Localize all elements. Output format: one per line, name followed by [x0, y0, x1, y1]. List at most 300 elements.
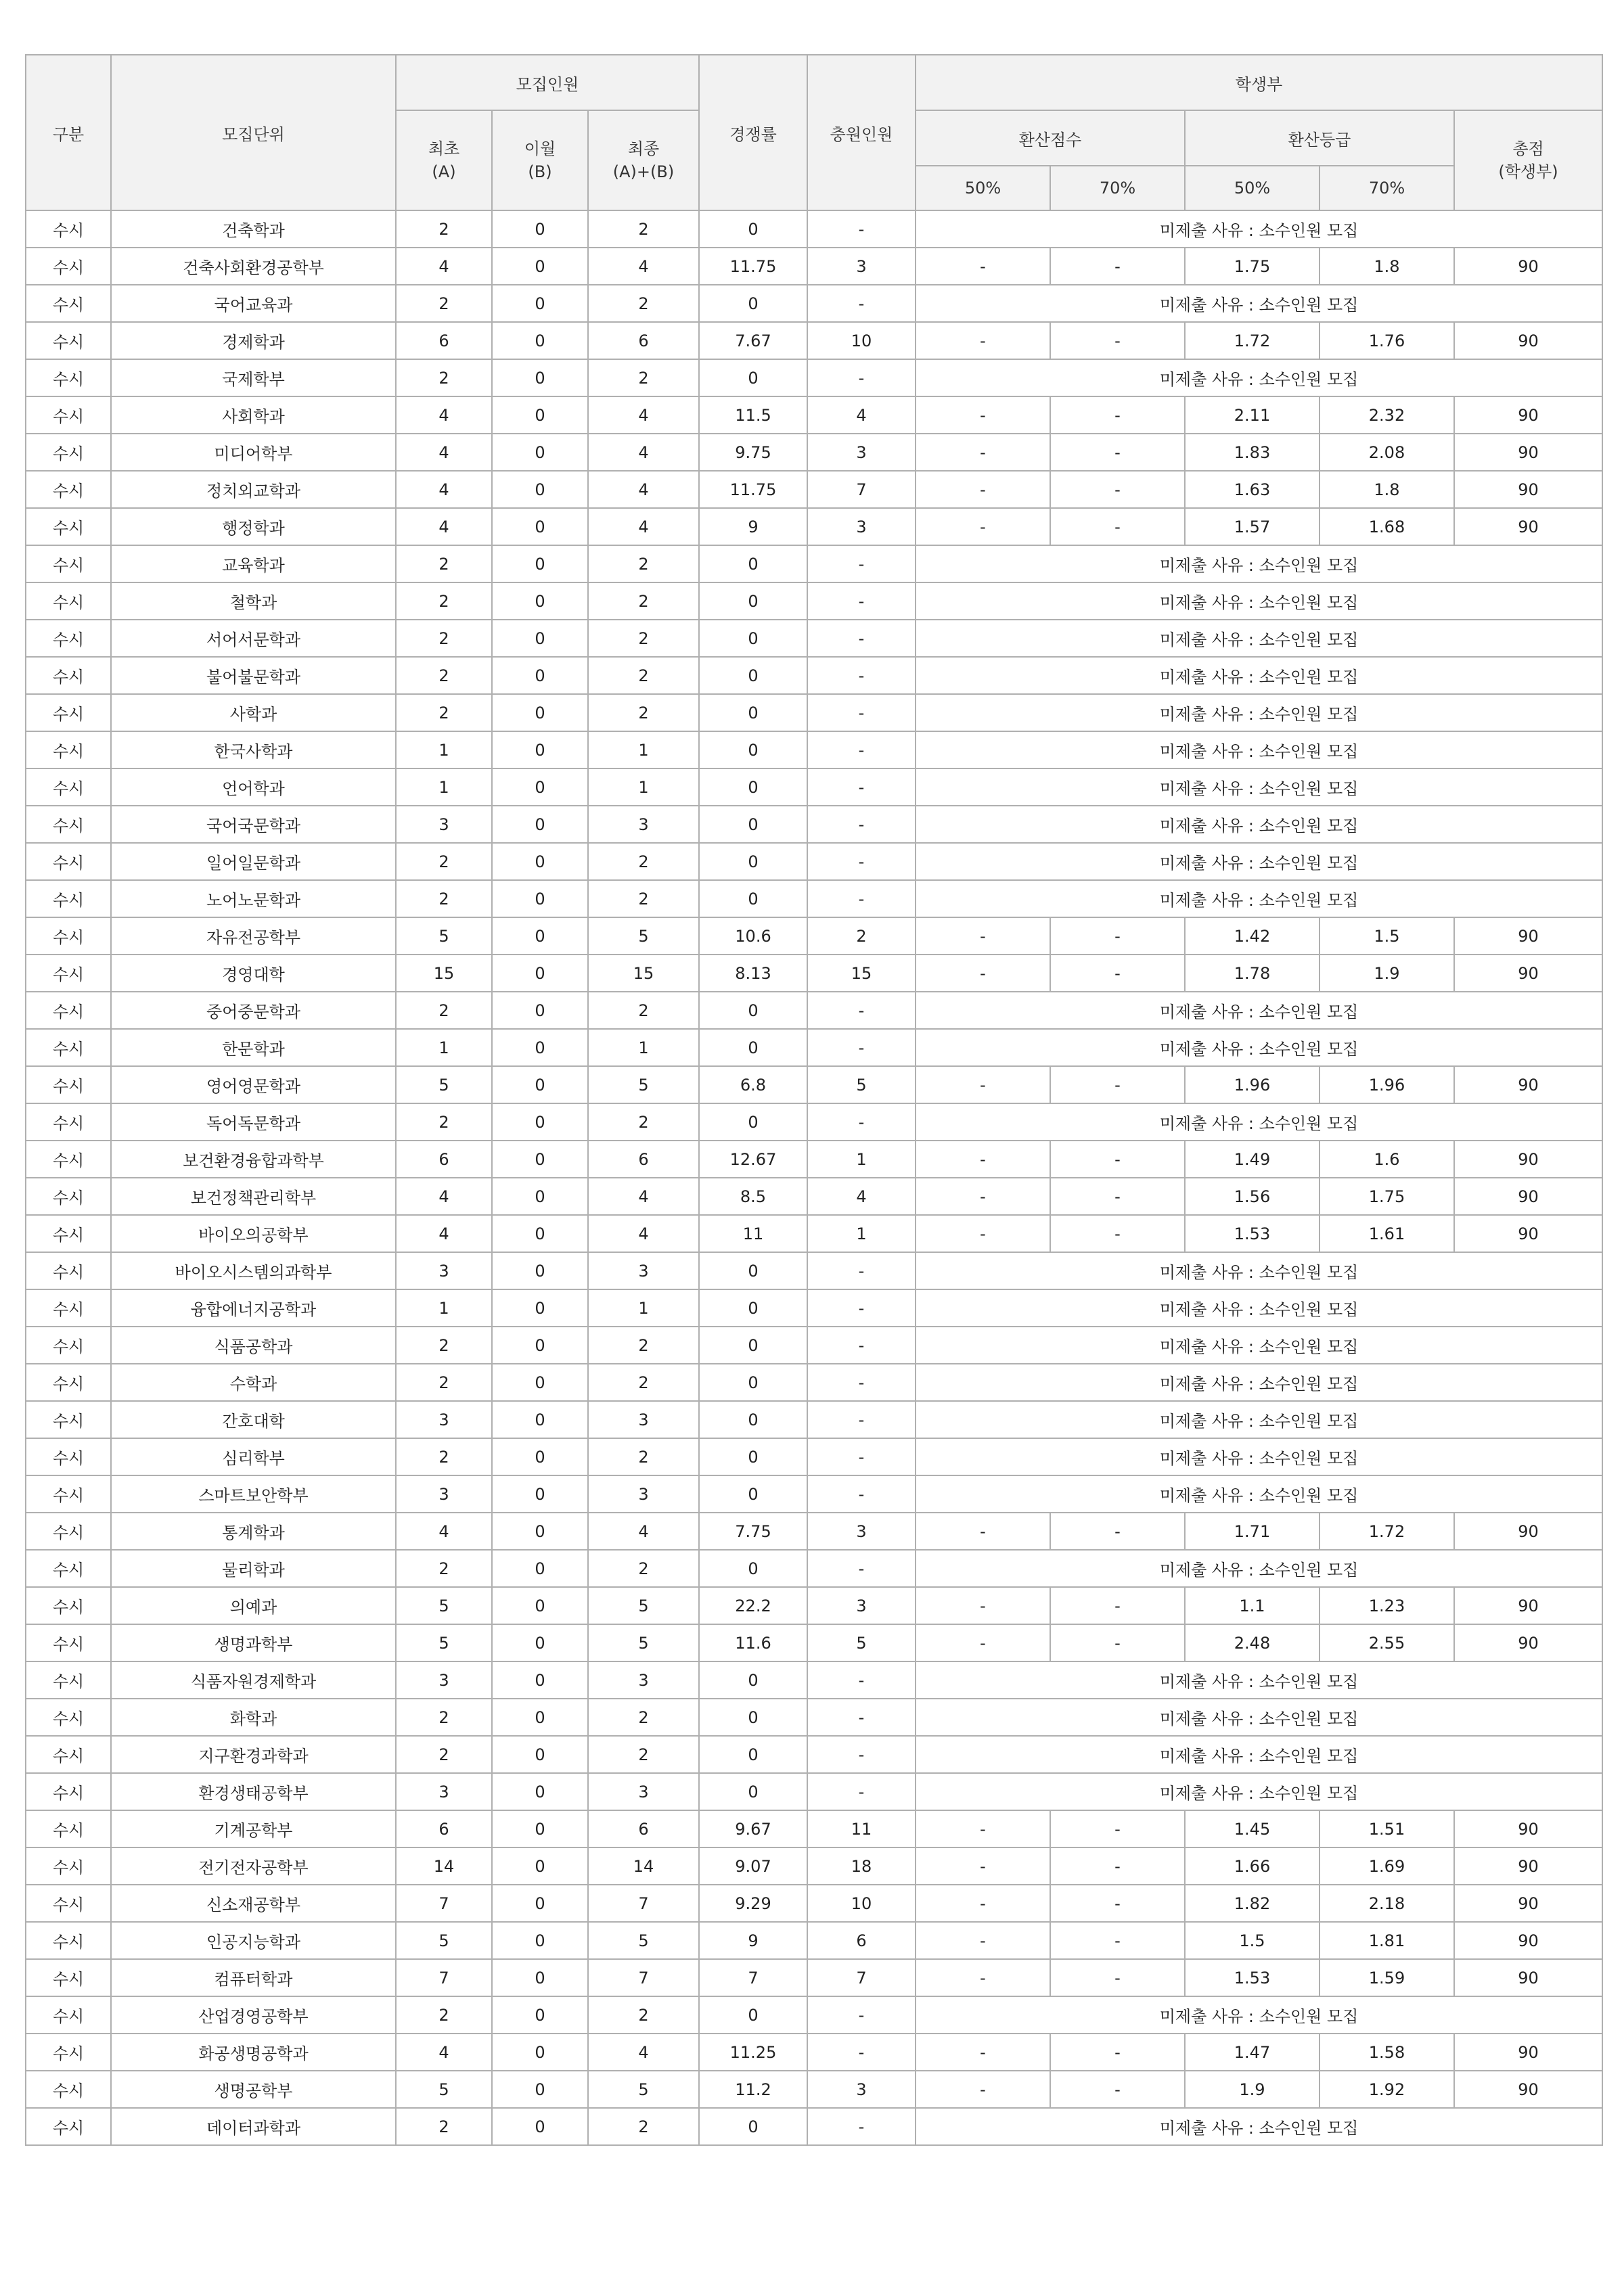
cell-unit: 화공생명공학과: [111, 2034, 396, 2071]
cell-category: 수시: [26, 1215, 111, 1252]
cell-grade-70: 1.72: [1320, 1513, 1454, 1550]
cell-score-70: -: [1050, 1066, 1185, 1103]
cell-additional: -: [807, 1475, 916, 1513]
header-carryover: [492, 110, 588, 210]
table-row: [26, 545, 1602, 582]
cell-carryover: 0: [492, 359, 588, 396]
cell-note: 미제출 사유 : 소수인원 모집: [916, 1364, 1602, 1401]
cell-final: 3: [588, 1252, 699, 1289]
cell-total: 90: [1454, 2071, 1602, 2108]
cell-unit: 컴퓨터학과: [111, 1959, 396, 1996]
cell-additional: -: [807, 1029, 916, 1066]
cell-category: 수시: [26, 1103, 111, 1141]
cell-final: 3: [588, 1401, 699, 1438]
cell-additional: 11: [807, 1810, 916, 1847]
cell-note: 미제출 사유 : 소수인원 모집: [916, 1550, 1602, 1587]
table-row: [26, 620, 1602, 657]
cell-total: 90: [1454, 434, 1602, 471]
cell-carryover: 0: [492, 1029, 588, 1066]
cell-unit: 생명공학부: [111, 2071, 396, 2108]
cell-category: 수시: [26, 1699, 111, 1736]
cell-competition: 0: [699, 1550, 807, 1587]
cell-competition: 0: [699, 359, 807, 396]
cell-category: 수시: [26, 1513, 111, 1550]
cell-competition: 0: [699, 657, 807, 694]
cell-category: 수시: [26, 2108, 111, 2145]
cell-initial: 7: [396, 1885, 492, 1922]
cell-unit: 국어국문학과: [111, 806, 396, 843]
header-final-code: (A)+(B): [612, 162, 675, 181]
cell-grade-70: 1.81: [1320, 1922, 1454, 1959]
cell-total: 90: [1454, 2034, 1602, 2071]
header-conv-grade: 환산등급: [1185, 110, 1454, 166]
cell-final: 7: [588, 1885, 699, 1922]
cell-additional: -: [807, 880, 916, 917]
cell-unit: 일어일문학과: [111, 843, 396, 880]
cell-category: 수시: [26, 1438, 111, 1475]
cell-score-50: -: [916, 1959, 1050, 1996]
table-row: [26, 396, 1602, 434]
cell-additional: -: [807, 1289, 916, 1327]
table-row: [26, 2034, 1602, 2071]
cell-unit: 신소재공학부: [111, 1885, 396, 1922]
cell-additional: -: [807, 1252, 916, 1289]
cell-initial: 1: [396, 1289, 492, 1327]
table-row: [26, 1885, 1602, 1922]
cell-initial: 2: [396, 545, 492, 582]
table-header: [26, 55, 1602, 210]
cell-category: 수시: [26, 620, 111, 657]
cell-unit: 보건환경융합과학부: [111, 1141, 396, 1178]
cell-carryover: 0: [492, 508, 588, 545]
cell-final: 1: [588, 731, 699, 768]
cell-initial: 3: [396, 1475, 492, 1513]
cell-additional: -: [807, 731, 916, 768]
header-competition: 경쟁률: [699, 55, 807, 210]
cell-initial: 2: [396, 1699, 492, 1736]
header-grade-50: 50%: [1185, 166, 1320, 210]
cell-initial: 2: [396, 1550, 492, 1587]
cell-final: 2: [588, 992, 699, 1029]
cell-additional: -: [807, 285, 916, 322]
table-row: [26, 359, 1602, 396]
cell-total: 90: [1454, 248, 1602, 285]
cell-unit: 바이오의공학부: [111, 1215, 396, 1252]
cell-note: 미제출 사유 : 소수인원 모집: [916, 694, 1602, 731]
cell-initial: 6: [396, 1810, 492, 1847]
cell-carryover: 0: [492, 1699, 588, 1736]
cell-final: 4: [588, 471, 699, 508]
cell-carryover: 0: [492, 1624, 588, 1661]
cell-grade-70: 1.92: [1320, 2071, 1454, 2108]
cell-note: 미제출 사유 : 소수인원 모집: [916, 1401, 1602, 1438]
header-total: [1454, 110, 1602, 210]
header-record: 학생부: [916, 55, 1602, 110]
cell-competition: 0: [699, 1029, 807, 1066]
cell-grade-50: 1.42: [1185, 917, 1320, 955]
cell-carryover: 0: [492, 657, 588, 694]
cell-additional: 3: [807, 434, 916, 471]
cell-competition: 9.07: [699, 1847, 807, 1885]
cell-unit: 생명과학부: [111, 1624, 396, 1661]
table-row: [26, 1178, 1602, 1215]
cell-grade-50: 2.11: [1185, 396, 1320, 434]
cell-initial: 3: [396, 1401, 492, 1438]
cell-score-50: -: [916, 1066, 1050, 1103]
cell-carryover: 0: [492, 843, 588, 880]
cell-additional: 3: [807, 2071, 916, 2108]
cell-carryover: 0: [492, 322, 588, 359]
header-conv-score: 환산점수: [916, 110, 1185, 166]
cell-note: 미제출 사유 : 소수인원 모집: [916, 843, 1602, 880]
cell-category: 수시: [26, 508, 111, 545]
header-final: [588, 110, 699, 210]
cell-score-50: -: [916, 1885, 1050, 1922]
cell-initial: 2: [396, 1364, 492, 1401]
cell-score-70: -: [1050, 1587, 1185, 1624]
cell-unit: 국어교육과: [111, 285, 396, 322]
cell-additional: -: [807, 1364, 916, 1401]
cell-additional: -: [807, 2034, 916, 2071]
cell-category: 수시: [26, 880, 111, 917]
cell-total: 90: [1454, 1141, 1602, 1178]
table-row: [26, 1215, 1602, 1252]
cell-note: 미제출 사유 : 소수인원 모집: [916, 545, 1602, 582]
table-row: [26, 1624, 1602, 1661]
cell-unit: 스마트보안학부: [111, 1475, 396, 1513]
cell-note: 미제출 사유 : 소수인원 모집: [916, 992, 1602, 1029]
cell-note: 미제출 사유 : 소수인원 모집: [916, 582, 1602, 620]
cell-carryover: 0: [492, 768, 588, 806]
cell-carryover: 0: [492, 1475, 588, 1513]
cell-note: 미제출 사유 : 소수인원 모집: [916, 1289, 1602, 1327]
cell-score-50: -: [916, 471, 1050, 508]
cell-grade-70: 1.68: [1320, 508, 1454, 545]
table-row: [26, 1959, 1602, 1996]
cell-carryover: 0: [492, 1103, 588, 1141]
cell-initial: 5: [396, 1066, 492, 1103]
table-row: [26, 1661, 1602, 1699]
cell-category: 수시: [26, 1289, 111, 1327]
cell-competition: 0: [699, 1327, 807, 1364]
table-row: [26, 2108, 1602, 2145]
cell-final: 2: [588, 1550, 699, 1587]
cell-final: 2: [588, 1103, 699, 1141]
cell-carryover: 0: [492, 1289, 588, 1327]
cell-carryover: 0: [492, 917, 588, 955]
admissions-table: [25, 54, 1603, 2146]
cell-unit: 식품공학과: [111, 1327, 396, 1364]
table-row: [26, 657, 1602, 694]
cell-additional: -: [807, 1401, 916, 1438]
cell-final: 2: [588, 2108, 699, 2145]
cell-category: 수시: [26, 2071, 111, 2108]
cell-final: 2: [588, 1364, 699, 1401]
cell-category: 수시: [26, 768, 111, 806]
table-row: [26, 471, 1602, 508]
cell-carryover: 0: [492, 1996, 588, 2034]
cell-competition: 0: [699, 880, 807, 917]
cell-competition: 7: [699, 1959, 807, 1996]
table-row: [26, 248, 1602, 285]
cell-grade-50: 1.83: [1185, 434, 1320, 471]
cell-score-70: -: [1050, 1810, 1185, 1847]
cell-additional: 3: [807, 1587, 916, 1624]
cell-competition: 7.67: [699, 322, 807, 359]
cell-total: 90: [1454, 1215, 1602, 1252]
table-row: [26, 1847, 1602, 1885]
cell-initial: 2: [396, 1736, 492, 1773]
cell-carryover: 0: [492, 1438, 588, 1475]
cell-competition: 12.67: [699, 1141, 807, 1178]
cell-grade-70: 2.32: [1320, 396, 1454, 434]
cell-additional: 10: [807, 322, 916, 359]
cell-note: 미제출 사유 : 소수인원 모집: [916, 1699, 1602, 1736]
cell-additional: 1: [807, 1215, 916, 1252]
cell-initial: 4: [396, 2034, 492, 2071]
cell-carryover: 0: [492, 1141, 588, 1178]
cell-carryover: 0: [492, 1215, 588, 1252]
cell-note: 미제출 사유 : 소수인원 모집: [916, 731, 1602, 768]
header-carryover-code: (B): [528, 162, 552, 181]
cell-unit: 정치외교학과: [111, 471, 396, 508]
cell-unit: 간호대학: [111, 1401, 396, 1438]
cell-final: 5: [588, 1587, 699, 1624]
cell-additional: 15: [807, 955, 916, 992]
cell-carryover: 0: [492, 731, 588, 768]
cell-total: 90: [1454, 1624, 1602, 1661]
cell-score-50: -: [916, 396, 1050, 434]
cell-initial: 6: [396, 322, 492, 359]
cell-grade-70: 1.75: [1320, 1178, 1454, 1215]
cell-additional: -: [807, 806, 916, 843]
cell-additional: -: [807, 657, 916, 694]
cell-carryover: 0: [492, 396, 588, 434]
cell-final: 5: [588, 1922, 699, 1959]
cell-initial: 4: [396, 434, 492, 471]
cell-grade-70: 2.55: [1320, 1624, 1454, 1661]
cell-final: 6: [588, 1141, 699, 1178]
cell-additional: -: [807, 1661, 916, 1699]
cell-carryover: 0: [492, 1959, 588, 1996]
table-row: [26, 1252, 1602, 1289]
table-row: [26, 1401, 1602, 1438]
header-score-50: 50%: [916, 166, 1050, 210]
cell-final: 1: [588, 768, 699, 806]
cell-additional: -: [807, 1736, 916, 1773]
cell-additional: -: [807, 359, 916, 396]
cell-unit: 식품자원경제학과: [111, 1661, 396, 1699]
cell-final: 2: [588, 1438, 699, 1475]
cell-score-50: -: [916, 1624, 1050, 1661]
header-score-70: 70%: [1050, 166, 1185, 210]
cell-competition: 0: [699, 1475, 807, 1513]
cell-category: 수시: [26, 1475, 111, 1513]
cell-note: 미제출 사유 : 소수인원 모집: [916, 1327, 1602, 1364]
cell-total: 90: [1454, 955, 1602, 992]
cell-additional: 4: [807, 1178, 916, 1215]
cell-carryover: 0: [492, 285, 588, 322]
cell-final: 14: [588, 1847, 699, 1885]
cell-grade-50: 1.45: [1185, 1810, 1320, 1847]
cell-category: 수시: [26, 1178, 111, 1215]
cell-additional: -: [807, 620, 916, 657]
cell-grade-50: 1.53: [1185, 1959, 1320, 1996]
cell-category: 수시: [26, 1029, 111, 1066]
cell-category: 수시: [26, 806, 111, 843]
cell-final: 3: [588, 806, 699, 843]
cell-carryover: 0: [492, 880, 588, 917]
table-row: [26, 1141, 1602, 1178]
cell-initial: 3: [396, 1661, 492, 1699]
cell-category: 수시: [26, 1587, 111, 1624]
cell-additional: 10: [807, 1885, 916, 1922]
cell-score-70: -: [1050, 2071, 1185, 2108]
table-row: [26, 917, 1602, 955]
cell-score-50: -: [916, 434, 1050, 471]
cell-competition: 11.2: [699, 2071, 807, 2108]
cell-score-70: -: [1050, 2034, 1185, 2071]
cell-final: 4: [588, 1513, 699, 1550]
cell-competition: 9.67: [699, 1810, 807, 1847]
cell-final: 7: [588, 1959, 699, 1996]
table-row: [26, 1103, 1602, 1141]
cell-final: 2: [588, 657, 699, 694]
table-row: [26, 1364, 1602, 1401]
cell-initial: 3: [396, 1773, 492, 1810]
cell-additional: 5: [807, 1624, 916, 1661]
cell-unit: 한문학과: [111, 1029, 396, 1066]
cell-total: 90: [1454, 1959, 1602, 1996]
cell-competition: 0: [699, 1401, 807, 1438]
cell-carryover: 0: [492, 1922, 588, 1959]
cell-carryover: 0: [492, 1550, 588, 1587]
table-row: [26, 955, 1602, 992]
cell-score-50: -: [916, 1810, 1050, 1847]
cell-category: 수시: [26, 1922, 111, 1959]
cell-competition: 0: [699, 992, 807, 1029]
table-row: [26, 768, 1602, 806]
cell-category: 수시: [26, 2034, 111, 2071]
cell-grade-50: 1.96: [1185, 1066, 1320, 1103]
cell-grade-50: 1.75: [1185, 248, 1320, 285]
cell-carryover: 0: [492, 545, 588, 582]
cell-competition: 0: [699, 768, 807, 806]
cell-unit: 미디어학부: [111, 434, 396, 471]
cell-unit: 인공지능학과: [111, 1922, 396, 1959]
cell-unit: 경제학과: [111, 322, 396, 359]
cell-additional: 7: [807, 471, 916, 508]
cell-unit: 교육학과: [111, 545, 396, 582]
header-initial: [396, 110, 492, 210]
cell-note: 미제출 사유 : 소수인원 모집: [916, 1773, 1602, 1810]
cell-note: 미제출 사유 : 소수인원 모집: [916, 620, 1602, 657]
cell-additional: 3: [807, 508, 916, 545]
cell-category: 수시: [26, 1550, 111, 1587]
cell-note: 미제출 사유 : 소수인원 모집: [916, 1736, 1602, 1773]
cell-initial: 2: [396, 359, 492, 396]
cell-total: 90: [1454, 508, 1602, 545]
cell-unit: 심리학부: [111, 1438, 396, 1475]
cell-total: 90: [1454, 1885, 1602, 1922]
cell-initial: 2: [396, 992, 492, 1029]
table-row: [26, 806, 1602, 843]
cell-competition: 8.13: [699, 955, 807, 992]
cell-grade-50: 1.72: [1185, 322, 1320, 359]
cell-category: 수시: [26, 1364, 111, 1401]
table-row: [26, 434, 1602, 471]
cell-final: 3: [588, 1475, 699, 1513]
cell-competition: 0: [699, 843, 807, 880]
cell-score-70: -: [1050, 1885, 1185, 1922]
table-row: [26, 1810, 1602, 1847]
cell-unit: 의예과: [111, 1587, 396, 1624]
cell-category: 수시: [26, 396, 111, 434]
table-row: [26, 1996, 1602, 2034]
cell-competition: 11.5: [699, 396, 807, 434]
cell-grade-50: 1.9: [1185, 2071, 1320, 2108]
cell-initial: 2: [396, 582, 492, 620]
cell-additional: 5: [807, 1066, 916, 1103]
cell-carryover: 0: [492, 992, 588, 1029]
cell-note: 미제출 사유 : 소수인원 모집: [916, 285, 1602, 322]
cell-final: 15: [588, 955, 699, 992]
cell-category: 수시: [26, 285, 111, 322]
cell-score-70: -: [1050, 322, 1185, 359]
cell-initial: 14: [396, 1847, 492, 1885]
cell-score-50: -: [916, 1513, 1050, 1550]
cell-competition: 9: [699, 508, 807, 545]
cell-category: 수시: [26, 1773, 111, 1810]
table-row: [26, 1922, 1602, 1959]
cell-final: 2: [588, 582, 699, 620]
cell-category: 수시: [26, 210, 111, 248]
table-row: [26, 322, 1602, 359]
cell-unit: 통계학과: [111, 1513, 396, 1550]
cell-competition: 8.5: [699, 1178, 807, 1215]
cell-total: 90: [1454, 917, 1602, 955]
cell-final: 2: [588, 620, 699, 657]
cell-unit: 데이터과학과: [111, 2108, 396, 2145]
table-row: [26, 731, 1602, 768]
cell-initial: 1: [396, 731, 492, 768]
cell-unit: 사학과: [111, 694, 396, 731]
cell-carryover: 0: [492, 582, 588, 620]
cell-score-50: -: [916, 248, 1050, 285]
cell-grade-70: 1.9: [1320, 955, 1454, 992]
cell-note: 미제출 사유 : 소수인원 모집: [916, 359, 1602, 396]
table-row: [26, 582, 1602, 620]
header-category: 구분: [26, 55, 111, 210]
cell-competition: 0: [699, 1364, 807, 1401]
cell-carryover: 0: [492, 434, 588, 471]
cell-competition: 0: [699, 545, 807, 582]
header-grade-70: 70%: [1320, 166, 1454, 210]
cell-carryover: 0: [492, 2108, 588, 2145]
cell-additional: 2: [807, 917, 916, 955]
table-row: [26, 843, 1602, 880]
cell-category: 수시: [26, 582, 111, 620]
cell-score-50: -: [916, 917, 1050, 955]
cell-competition: 11.25: [699, 2034, 807, 2071]
cell-initial: 3: [396, 806, 492, 843]
cell-grade-50: 1.53: [1185, 1215, 1320, 1252]
cell-category: 수시: [26, 359, 111, 396]
cell-category: 수시: [26, 1624, 111, 1661]
cell-unit: 자유전공학부: [111, 917, 396, 955]
cell-additional: 6: [807, 1922, 916, 1959]
cell-category: 수시: [26, 992, 111, 1029]
